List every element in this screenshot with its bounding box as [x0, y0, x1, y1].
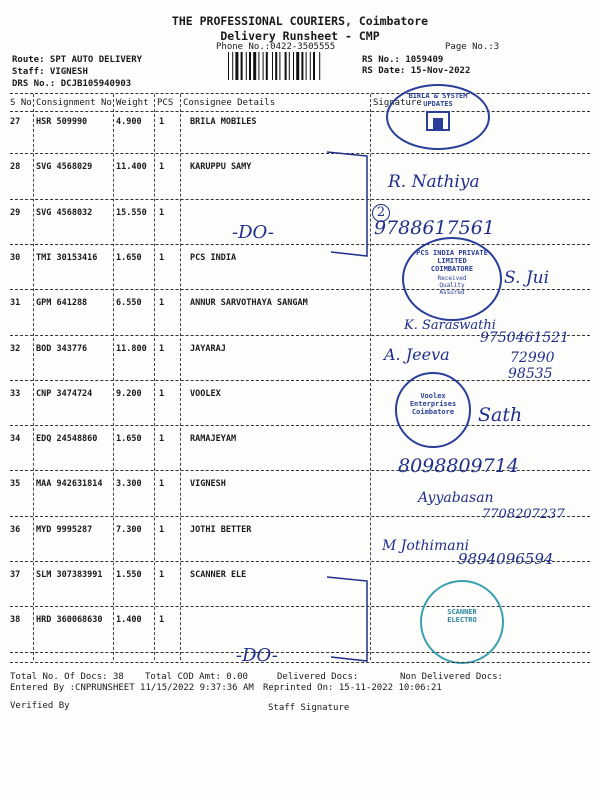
cell-cons: BOD 343776 [36, 343, 88, 354]
cell-cons: TMI 30153416 [36, 252, 98, 263]
col-consignment: Consignment No [36, 98, 112, 108]
cell-cons: SLM 307383991 [36, 570, 103, 580]
voolex-stamp [395, 372, 471, 448]
cell-weight: 6.550 [116, 298, 142, 309]
cell-cons: CNP 3474724 [36, 388, 93, 399]
column-separator [180, 94, 181, 660]
signature-row-36: M Jothimani [382, 538, 470, 554]
signature-row-30: S. Jui [504, 268, 550, 288]
signature-row-31: K. Saraswathi [404, 318, 496, 333]
cell-pcs: 1 [159, 434, 165, 445]
column-separator [113, 94, 114, 660]
cell-weight: 7.300 [116, 524, 142, 535]
row-divider [10, 289, 590, 290]
cell-weight: 9.200 [116, 388, 142, 399]
col-pcs: PCS [157, 98, 174, 108]
row-divider [10, 199, 590, 200]
signature-row-35: Ayyabasan [418, 490, 494, 506]
cell-cons: SVG 4568032 [36, 207, 93, 218]
phone-row-35: 7708207237 [482, 507, 565, 522]
ditto-mark: -DO- [232, 222, 275, 243]
route: Route: SPT AUTO DELIVERY [12, 55, 143, 65]
phone-row-36: 9894096594 [458, 550, 554, 568]
cell-consignee: VOOLEX [190, 388, 221, 399]
barcode [228, 52, 348, 80]
cell-weight: 1.550 [116, 570, 142, 580]
cell-sno: 33 [10, 388, 21, 399]
col-signature: Signature [373, 98, 422, 108]
cell-sno: 35 [10, 479, 21, 490]
cell-pcs: 1 [159, 162, 165, 173]
cell-pcs: 1 [159, 343, 165, 354]
staff-signature: Staff Signature [268, 703, 350, 713]
cell-consignee: JOTHI BETTER [190, 524, 252, 535]
cell-weight: 11.800 [116, 343, 147, 354]
cell-weight: 11.400 [116, 162, 147, 173]
total-cod: Total COD Amt: 0.00 [145, 672, 248, 682]
cell-sno: 27 [10, 117, 21, 127]
cell-weight: 15.550 [116, 207, 147, 218]
cell-pcs: 1 [159, 117, 165, 127]
cell-pcs: 1 [159, 252, 165, 263]
column-separator [33, 94, 34, 660]
divider [10, 93, 590, 94]
cell-weight: 1.400 [116, 615, 142, 626]
row-divider [10, 380, 590, 381]
page-number: Page No.:3 [445, 42, 500, 52]
cell-cons: MYD 9995287 [36, 524, 93, 535]
cell-cons: SVG 4568029 [36, 162, 93, 173]
cell-cons: GPM 641288 [36, 298, 88, 309]
phone-row-34: 8098809714 [398, 455, 519, 477]
pcs-stamp [402, 237, 502, 321]
cell-pcs: 1 [159, 388, 165, 399]
col-sno: S No [10, 98, 32, 108]
row-divider [10, 244, 590, 245]
cell-sno: 28 [10, 162, 21, 173]
cell-cons: EDQ 24548860 [36, 434, 98, 445]
rs-number: RS No.: 1059409 [362, 55, 444, 65]
cell-weight: 3.300 [116, 479, 142, 490]
phone-row-31: 9750461521 [480, 330, 570, 346]
cell-cons: HSR 509990 [36, 117, 88, 127]
phone-row-32-b: 98535 [508, 366, 553, 382]
cell-pcs: 1 [159, 615, 165, 626]
cell-consignee: VIGNESH [190, 479, 226, 490]
signature-row-33: Sath [478, 404, 523, 426]
cell-weight: 1.650 [116, 252, 142, 263]
verified-by: Verified By [10, 701, 70, 711]
cell-consignee: RAMAJEYAM [190, 434, 237, 445]
cell-sno: 30 [10, 252, 21, 263]
reprinted-on: Reprinted On: 15-11-2022 10:06:21 [263, 683, 442, 693]
total-docs: Total No. Of Docs: 38 [10, 672, 124, 682]
stamp-text: BIRLA & SYSTEM UPDATES [408, 92, 468, 108]
col-consignee: Consignee Details [183, 98, 276, 108]
stamp-text: PCS INDIA PRIVATE LIMITED COIMBATORE [416, 249, 488, 273]
cell-consignee: SCANNER ELE [190, 570, 247, 580]
cell-sno: 36 [10, 524, 21, 535]
rs-date: RS Date: 15-Nov-2022 [362, 66, 471, 76]
runsheet-subtitle: Delivery Runsheet - CMP [220, 29, 380, 43]
signature-row-28: R. Nathiya [388, 172, 480, 192]
drs-number: DRS No.: DCJB105940903 [12, 79, 132, 89]
ditto-mark-2: -DO- [236, 645, 279, 666]
phone-number: Phone No.:0422-3505555 [216, 42, 336, 52]
phone-row-29: 9788617561 [374, 217, 495, 239]
circled-number: 2 [372, 204, 390, 222]
cell-consignee: BRILA MOBILES [190, 117, 257, 127]
cell-consignee: PCS INDIA [190, 252, 237, 263]
building-icon [423, 108, 453, 134]
bracket-mark [325, 575, 385, 665]
cell-sno: 31 [10, 298, 21, 309]
cell-consignee: JAYARAJ [190, 343, 226, 354]
entered-by: Entered By :CNPRUNSHEET 11/15/2022 9:37:36 AM [10, 683, 254, 693]
cell-weight: 1.650 [116, 434, 142, 445]
signature-row-32: A. Jeeva [384, 345, 450, 364]
cell-pcs: 1 [159, 207, 165, 218]
row-divider [10, 652, 590, 653]
cell-sno: 32 [10, 343, 21, 354]
cell-sno: 38 [10, 615, 21, 626]
divider [10, 111, 590, 112]
staff: Staff: VIGNESH [12, 67, 88, 77]
cell-cons: MAA 942631814 [36, 479, 103, 490]
cell-sno: 34 [10, 434, 21, 445]
stamp-inner-text: Received Quality Assured [437, 275, 467, 296]
cell-sno: 37 [10, 570, 21, 580]
row-divider [10, 153, 590, 154]
cell-pcs: 1 [159, 524, 165, 535]
company-title: THE PROFESSIONAL COURIERS, Coimbatore [171, 14, 429, 28]
cell-sno: 29 [10, 207, 21, 218]
phone-row-32-a: 72990 [510, 350, 555, 366]
col-weight: Weight [116, 98, 149, 108]
delivered-docs: Delivered Docs: [277, 672, 359, 682]
cell-consignee: ANNUR SARVOTHAYA SANGAM [190, 298, 308, 309]
cell-pcs: 1 [159, 479, 165, 490]
non-delivered-docs: Non Delivered Docs: [400, 672, 503, 682]
stamp-text: Voolex Enterprises Coimbatore [409, 392, 457, 416]
cell-consignee: KARUPPU SAMY [190, 162, 252, 173]
scanner-stamp [420, 580, 504, 664]
row-divider [10, 606, 590, 607]
divider [10, 662, 590, 663]
column-separator [154, 94, 155, 660]
birla-stamp [386, 84, 490, 150]
bracket-mark [325, 150, 385, 260]
cell-pcs: 1 [159, 298, 165, 309]
stamp-text: SCANNER ELECTRO [447, 608, 477, 624]
cell-pcs: 1 [159, 570, 165, 580]
cell-cons: HRD 360068630 [36, 615, 103, 626]
cell-weight: 4.900 [116, 117, 142, 127]
